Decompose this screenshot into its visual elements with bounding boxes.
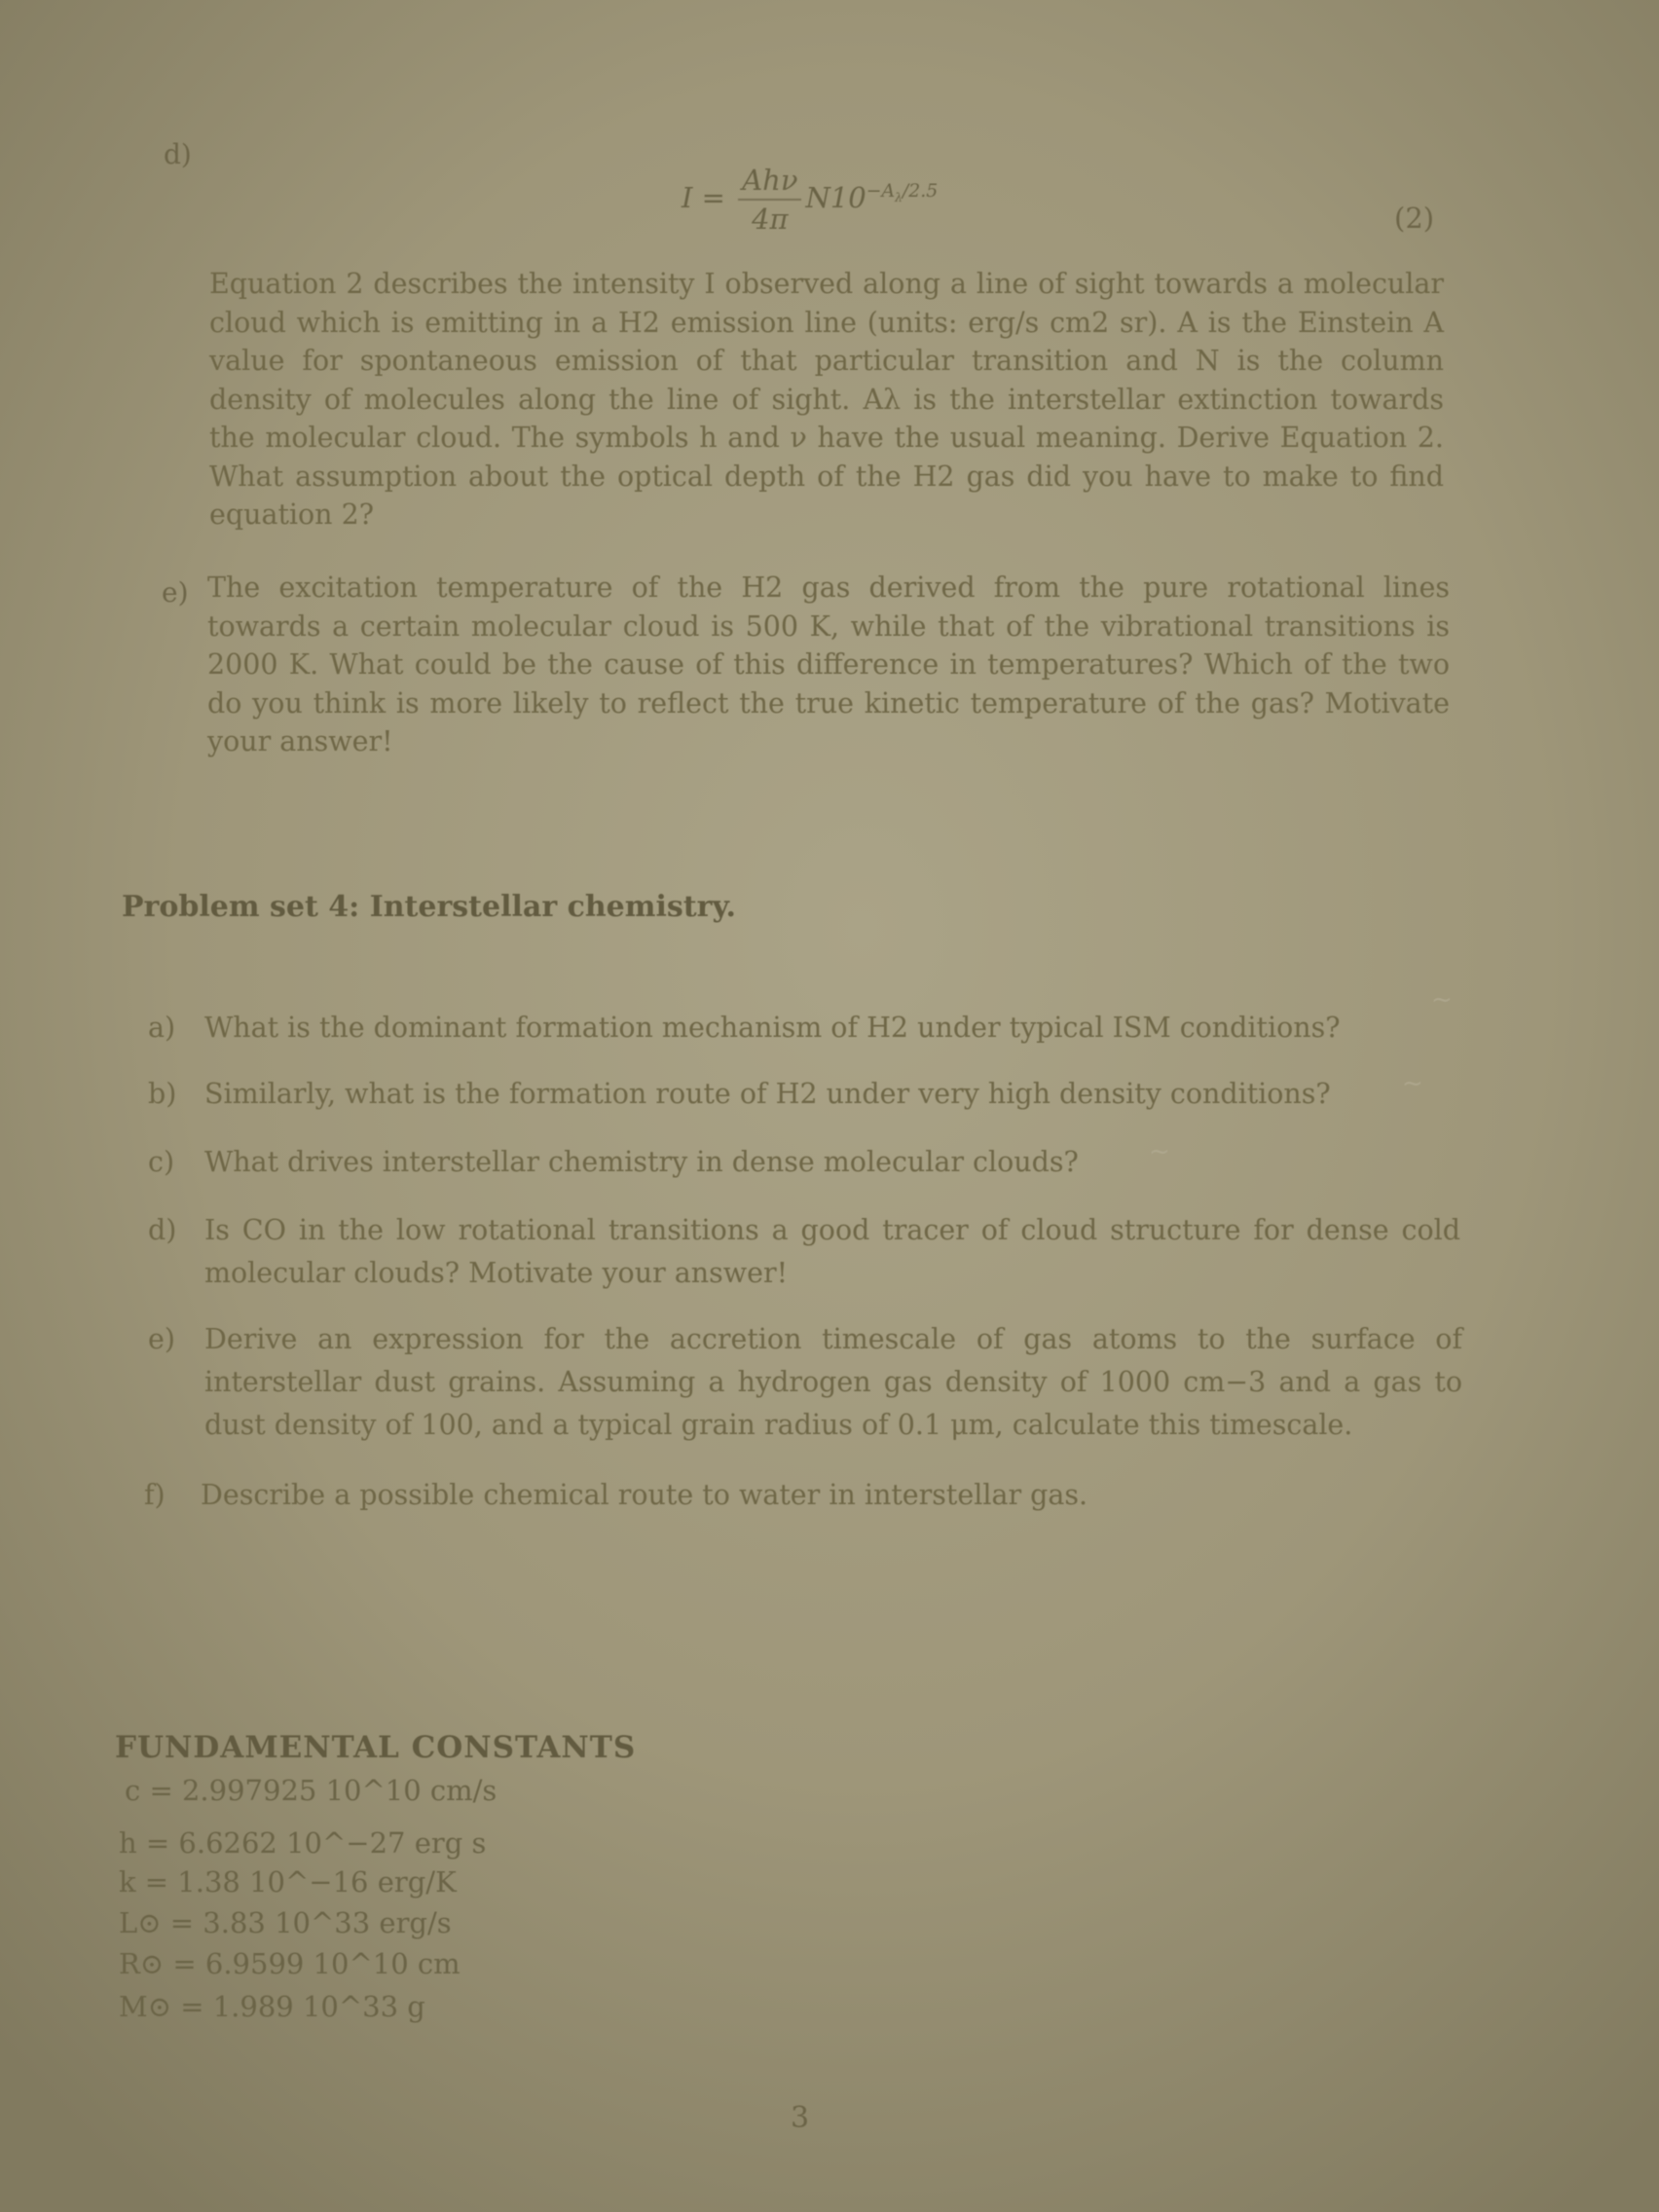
equation-number: (2) — [1394, 202, 1435, 235]
constant-k — [119, 1865, 457, 1899]
constant-text: R⊙ = 6.9599 10^10 cm — [119, 1947, 461, 1980]
part-d-text: Equation 2 describes the intensity I observed along a line of sight towards a molecular cloud which is emitting in a H2 emission line (units: erg/s cm2 sr). A is the Einstein A value for spontaneous emission of that particular transition and N is the column density of molecules along the line of sight. Aλ is the interstellar extinction towards the molecular cloud. The symbols h and ν have the usual meaning. Derive Equation 2. What assumption about the optical depth of the H2 gas did you have to make to find equation 2? — [209, 268, 1444, 531]
equation-exponent — [866, 181, 939, 205]
constant-text: k = 1.38 10^−16 erg/K — [119, 1865, 457, 1899]
constant-c — [125, 1774, 497, 1807]
part-e-text: The excitation temperature of the H2 gas derived from the pure rotational lines towards a certain molecular cloud is 500 K, while that of the vibrational transitions is 2000 K. What could be the cause of this difference in temperatures? Which of the two do you think is more likely to reflect the true kinetic temperature of the gas? Motivate your answer! — [207, 571, 1450, 757]
margin-scribble: ~ — [1149, 1137, 1170, 1166]
exponent-sub: λ — [895, 191, 903, 205]
equation-fraction — [738, 164, 801, 236]
item-marker: c) — [148, 1146, 175, 1178]
item-text: Is CO in the low rotational transitions a good tracer of cloud structure for dense cold molecular clouds? Motivate your answer! — [204, 1214, 1460, 1289]
constant-msun — [119, 1990, 425, 2023]
equation-numerator: Ahν — [738, 164, 801, 201]
constant-rsun — [119, 1947, 461, 1980]
item-marker: a) — [148, 1012, 176, 1044]
constant-lsun — [119, 1906, 452, 1939]
exponent-a: −A — [866, 181, 896, 203]
equation-lhs: I = — [682, 181, 725, 214]
constant-text: h = 6.6262 10^−27 erg s — [119, 1826, 487, 1860]
item-text: What drives interstellar chemistry in dense molecular clouds? — [204, 1146, 1079, 1178]
item-marker: b) — [148, 1078, 177, 1110]
exponent-tail: /2.5 — [902, 181, 939, 203]
constants-heading: FUNDAMENTAL CONSTANTS — [115, 1730, 637, 1765]
item-marker: f) — [144, 1479, 166, 1511]
constant-text: L⊙ = 3.83 10^33 erg/s — [119, 1906, 452, 1939]
problem-item-d — [148, 1209, 1460, 1295]
part-e-marker: e) — [162, 576, 189, 608]
problem-item-f — [144, 1474, 1408, 1517]
page-number: 3 — [791, 2101, 810, 2135]
equation-denominator: 4π — [752, 203, 789, 236]
problem-item-c — [148, 1141, 1412, 1184]
equation-2 — [682, 164, 938, 236]
item-text: Similarly, what is the formation route of H2 under very high density conditions? — [204, 1078, 1331, 1110]
problem-set-heading: Problem set 4: Interstellar chemistry. — [122, 890, 736, 924]
equation-tail: N10 — [805, 181, 866, 214]
item-text: Describe a possible chemical route to water in interstellar gas. — [201, 1479, 1088, 1511]
item-text: What is the dominant formation mechanism of H2 under typical ISM conditions? — [204, 1012, 1341, 1044]
constant-text: M⊙ = 1.989 10^33 g — [119, 1990, 425, 2023]
margin-scribble: ~ — [1402, 1069, 1423, 1098]
problem-item-e — [148, 1318, 1462, 1447]
item-text: Derive an expression for the accretion timescale of gas atoms to the surface of interstellar dust grains. Assuming a hydrogen gas density of 1000 cm−3 and a gas to dust density of 100, and a typical grain radius of 0.1 μm, calculate this timescale. — [204, 1323, 1462, 1441]
item-marker: e) — [148, 1323, 175, 1355]
problem-item-b — [148, 1073, 1412, 1116]
constant-text: c = 2.997925 10^10 cm/s — [125, 1774, 498, 1807]
margin-scribble: ~ — [1431, 985, 1453, 1014]
problem-item-a — [148, 1007, 1412, 1050]
item-marker: d) — [148, 1214, 177, 1246]
part-d-marker: d) — [164, 138, 192, 170]
constant-h — [119, 1826, 486, 1860]
